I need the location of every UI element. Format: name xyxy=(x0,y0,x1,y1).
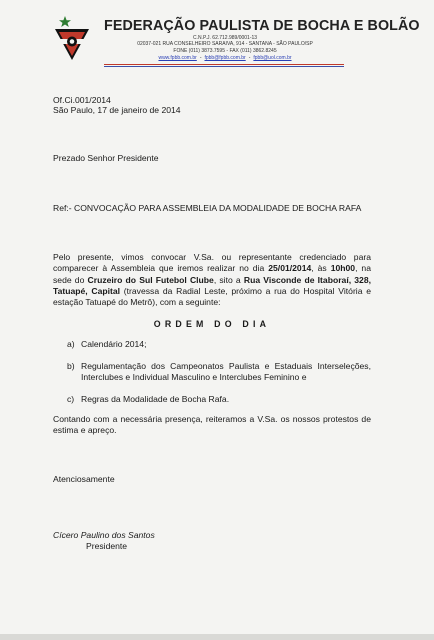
header-cnpj: C.N.P.J. 62.712.989/0001-13 xyxy=(192,35,258,41)
website-link[interactable]: www.fpbb.com.br xyxy=(158,55,197,61)
link-separator: - xyxy=(248,55,251,61)
signatory-title: Presidente xyxy=(86,541,128,551)
agenda-item-label: a) xyxy=(67,339,75,349)
link-separator: - xyxy=(199,55,202,61)
p1-text-a: Pelo presente, vimos convocar V.Sa. ou representante credenciado para comparecer à Assembleia que iremos realizar no dia xyxy=(53,252,371,274)
p1-text-e: (travessa da Radial Leste, próximo a rua do Hospital Vitória e estação Tatuapé do Metrô), com a seguinte: xyxy=(53,285,371,308)
email-link-fpbb[interactable]: fpbb@fpbb.com.br xyxy=(204,55,246,61)
p1-text-b: , às xyxy=(311,263,331,274)
scan-edge xyxy=(0,634,434,640)
closing-paragraph: Contando com a necessária presença, reiteramos a V.Sa. os nossos protestos de estima e apreço. xyxy=(53,414,371,436)
agenda-item-label: c) xyxy=(67,394,75,404)
p1-text-d: , sito a xyxy=(213,274,244,285)
subject-line: Ref:- CONVOCAÇÃO PARA ASSEMBLEIA DA MODALIDADE DE BOCHA RAFA xyxy=(53,203,362,213)
meeting-time: 10h00 xyxy=(330,263,356,274)
header-phone: FONE (011) 3873.7595 - FAX (011) 3862.8245 xyxy=(173,48,277,54)
meeting-date: 25/01/2014 xyxy=(268,263,312,274)
header-rule-blue xyxy=(104,66,344,67)
organization-name: FEDERAÇÃO PAULISTA DE BOCHA E BOLÃO xyxy=(104,18,420,34)
convocation-paragraph xyxy=(53,252,371,308)
date-line: São Paulo, 17 de janeiro de 2014 xyxy=(53,105,181,115)
header-links xyxy=(40,55,410,61)
header-address: 02037-021 RUA CONSELHEIRO SARAIVA, 914 - SANTANA - SÃO PAULO/SP xyxy=(137,41,313,47)
header-rule-red xyxy=(104,64,344,65)
agenda-item-text: Calendário 2014; xyxy=(81,339,147,349)
email-link-uol[interactable]: fpbb@uol.com.br xyxy=(253,55,292,61)
agenda-item xyxy=(67,361,371,384)
signatory-name: Cícero Paulino dos Santos xyxy=(53,530,155,540)
salutation: Prezado Senhor Presidente xyxy=(53,153,159,163)
document-number: Of.Ci.001/2014 xyxy=(53,95,111,105)
agenda-item-text: Regras da Modalidade de Bocha Rafa. xyxy=(81,394,230,404)
agenda-item-label: b) xyxy=(67,361,75,371)
venue-club: Cruzeiro do Sul Futebol Clube xyxy=(87,274,214,285)
sign-off: Atenciosamente xyxy=(53,474,115,484)
p1-text-c: , na sede do xyxy=(53,263,371,285)
agenda-item-text: Regulamentação dos Campeonatos Paulista e Estaduais Interseleções, Interclubes e Individual Masculino e Interclubes Feminino e xyxy=(81,361,371,383)
agenda-title: ORDEM DO DIA xyxy=(153,319,271,329)
venue-address: Rua Visconde de Itaboraí, 328, Tatuapé, Capital xyxy=(53,274,371,296)
